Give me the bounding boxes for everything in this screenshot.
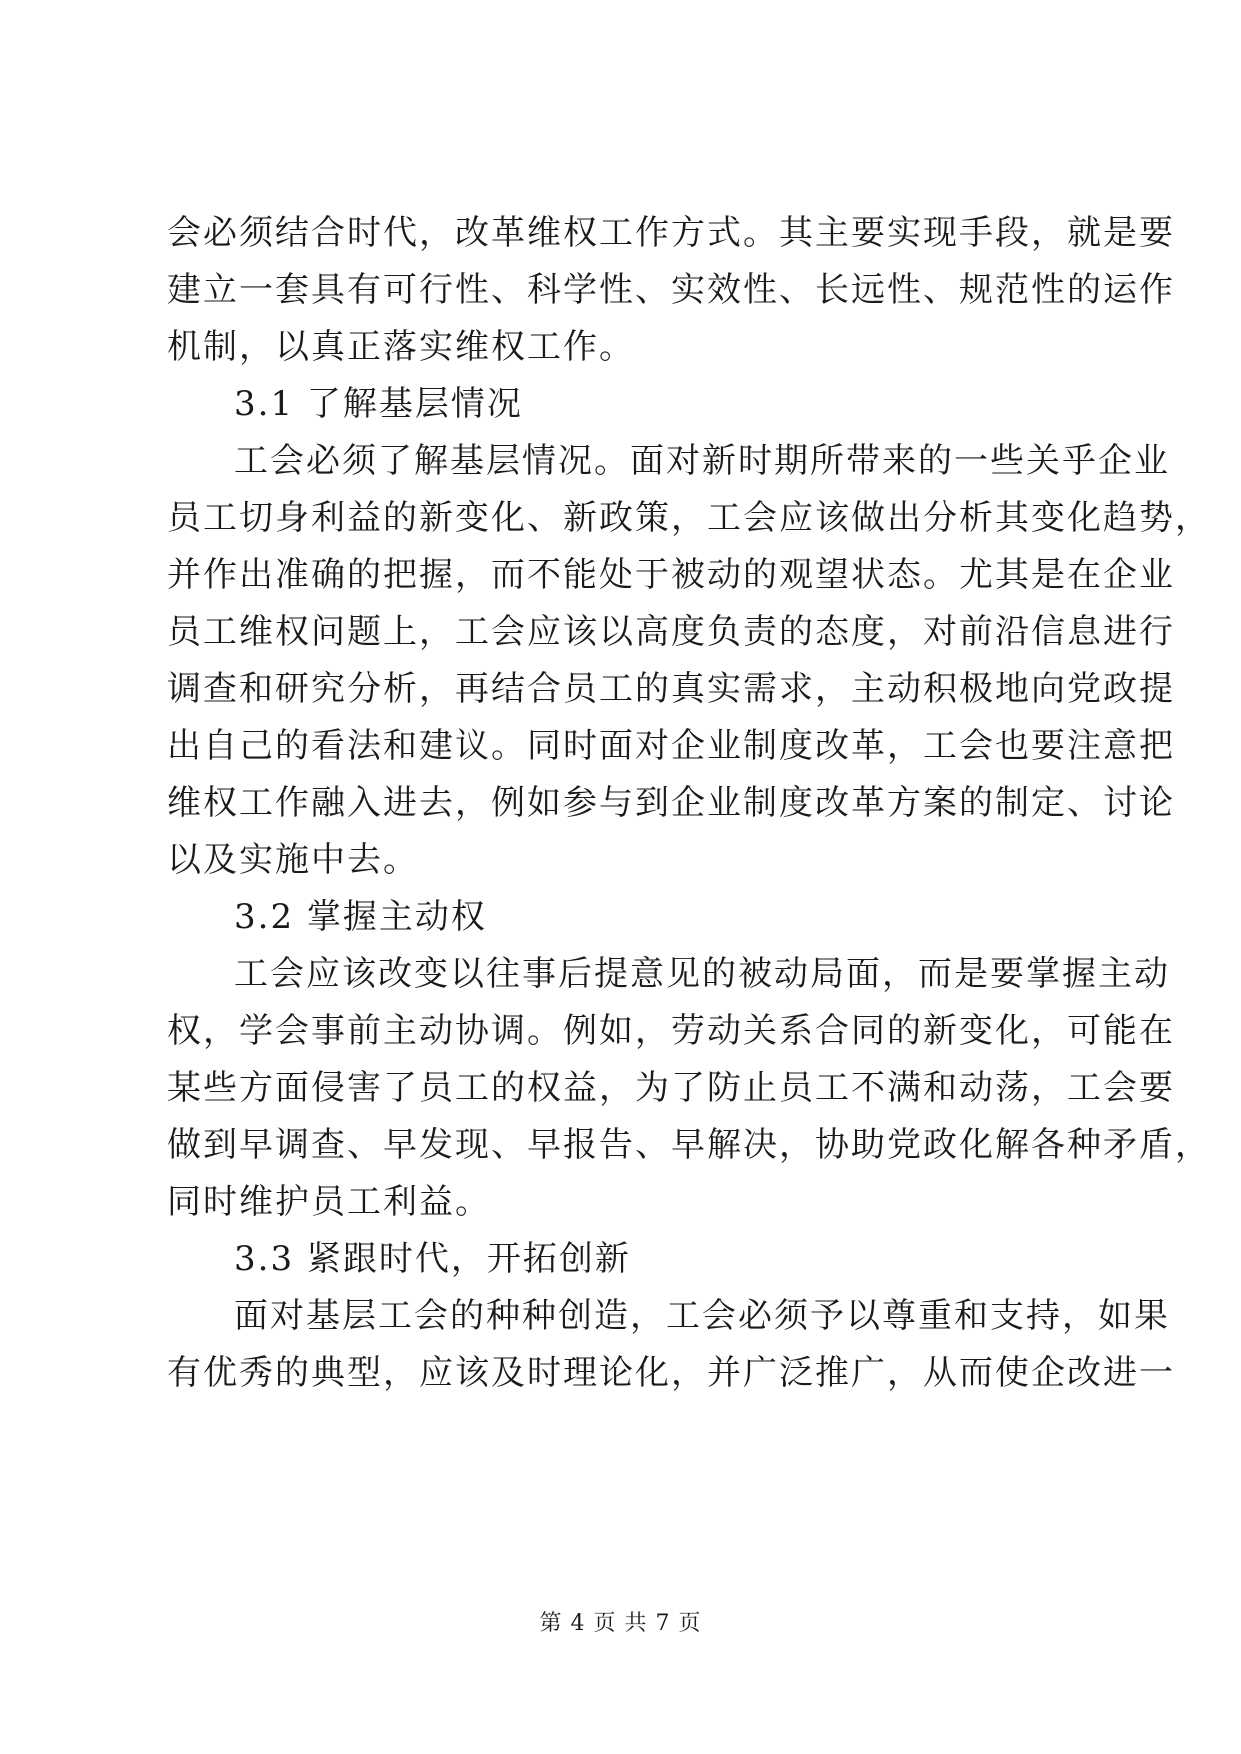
page-number-footer: 第 4 页 共 7 页 — [539, 1611, 702, 1636]
section-heading-3-1: 3.1 了解基层情况 — [234, 384, 523, 424]
body-line: 出自己的看法和建议。同时面对企业制度改革，工会也要注意把 — [167, 726, 1175, 766]
body-line: 会必须结合时代，改革维权工作方式。其主要实现手段，就是要 — [167, 213, 1175, 253]
body-line: 建立一套具有可行性、科学性、实效性、长远性、规范性的运作 — [167, 270, 1175, 310]
section-heading-3-2: 3.2 掌握主动权 — [234, 897, 487, 937]
body-line: 面对基层工会的种种创造，工会必须予以尊重和支持，如果 — [234, 1296, 1170, 1336]
body-line: 做到早调查、早发现、早报告、早解决，协助党政化解各种矛盾， — [167, 1125, 1211, 1165]
body-line: 工会必须了解基层情况。面对新时期所带来的一些关乎企业 — [234, 441, 1170, 481]
body-line: 工会应该改变以往事后提意见的被动局面，而是要掌握主动 — [234, 954, 1170, 994]
body-line: 机制，以真正落实维权工作。 — [167, 327, 635, 367]
section-heading-3-3: 3.3 紧跟时代，开拓创新 — [234, 1239, 631, 1279]
body-line: 维权工作融入进去，例如参与到企业制度改革方案的制定、讨论 — [167, 783, 1175, 823]
body-line: 同时维护员工利益。 — [167, 1182, 491, 1222]
body-line: 权，学会事前主动协调。例如，劳动关系合同的新变化，可能在 — [167, 1011, 1175, 1051]
body-line: 以及实施中去。 — [167, 840, 419, 880]
body-line: 并作出准确的把握，而不能处于被动的观望状态。尤其是在企业 — [167, 555, 1175, 595]
body-line: 有优秀的典型，应该及时理论化，并广泛推广，从而使企改进一 — [167, 1353, 1175, 1393]
body-line: 调查和研究分析，再结合员工的真实需求，主动积极地向党政提 — [167, 669, 1175, 709]
body-line: 员工维权问题上，工会应该以高度负责的态度，对前沿信息进行 — [167, 612, 1175, 652]
body-line: 某些方面侵害了员工的权益，为了防止员工不满和动荡，工会要 — [167, 1068, 1175, 1108]
body-line: 员工切身利益的新变化、新政策，工会应该做出分析其变化趋势， — [167, 498, 1211, 538]
